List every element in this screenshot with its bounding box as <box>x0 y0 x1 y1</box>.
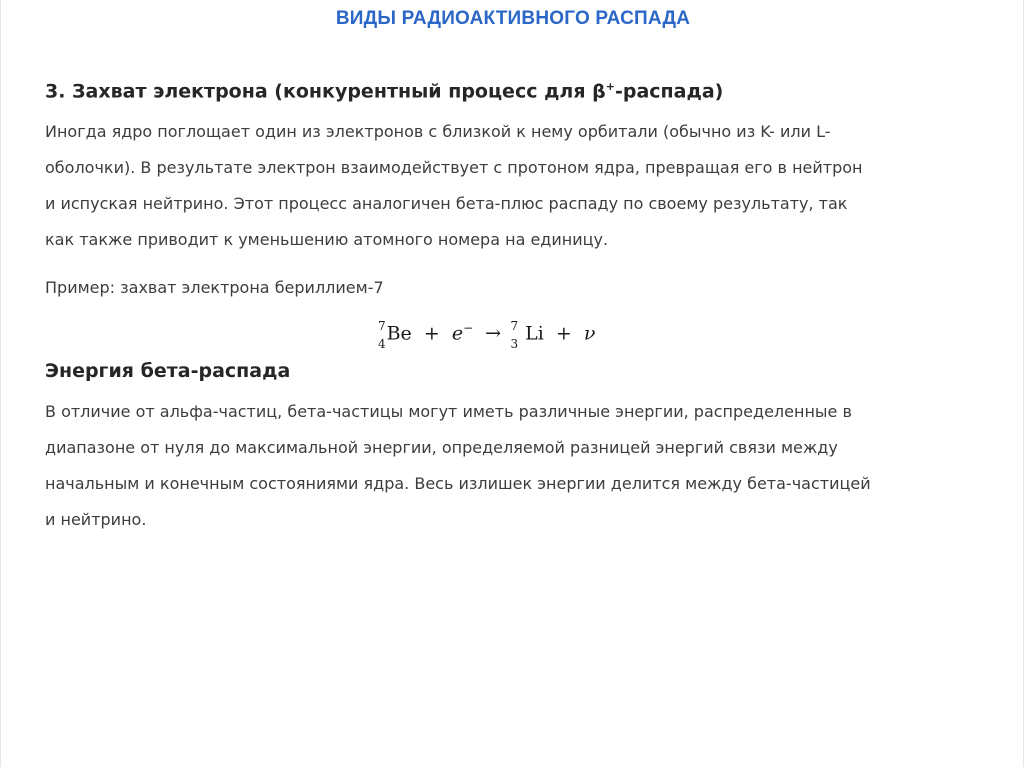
electron-charge: − <box>463 321 474 336</box>
heading-tail: -распада) <box>614 80 724 103</box>
electron-symbol: e <box>451 322 464 345</box>
be-mass-number: 7 <box>377 318 386 333</box>
be-atomic-number: 4 <box>377 336 386 351</box>
nuclear-reaction-formula <box>45 308 925 351</box>
paragraph-line: Иногда ядро поглощает один из электронов с близкой к нему орбитали (обычно из K- или L- <box>45 122 831 142</box>
li-nuclide-indices <box>507 320 519 350</box>
paragraph-line: и испуская нейтрино. Этот процесс аналогичен бета-плюс распаду по своему результату, так <box>45 194 848 214</box>
paragraph-line: оболочки). В результате электрон взаимодействует с протоном ядра, превращая его в нейтрон <box>45 158 863 178</box>
reaction-arrow: → <box>485 322 502 345</box>
slide-title: ВИДЫ РАДИОАКТИВНОГО РАСПАДА <box>335 8 691 29</box>
plus-sign: + <box>555 322 572 345</box>
section-heading-electron-capture <box>45 70 925 108</box>
be-nuclide-indices <box>375 320 387 350</box>
paragraph-line: начальным и конечным состояниями ядра. Весь излишек энергии делится между бета-частицей <box>45 474 871 494</box>
li-symbol: Li <box>525 322 544 345</box>
section-heading-beta-energy: Энергия бета-распада <box>45 360 291 383</box>
li-atomic-number: 3 <box>510 336 519 351</box>
slide-content <box>45 70 925 538</box>
example-label: Пример: захват электрона бериллием-7 <box>45 278 384 298</box>
li-mass-number: 7 <box>510 318 519 333</box>
paragraph-line: и нейтрино. <box>45 510 147 530</box>
neutrino-symbol: ν <box>583 322 596 345</box>
paragraph-line: диапазоне от нуля до максимальной энергии, определяемой разницей энергий связи между <box>45 438 838 458</box>
be-symbol: Be <box>386 322 412 345</box>
heading-sup: + <box>605 80 615 93</box>
plus-sign: + <box>423 322 440 345</box>
paragraph-line: как также приводит к уменьшению атомного номера на единицу. <box>45 230 609 250</box>
heading-main: 3. Захват электрона (конкурентный процесс для β <box>45 80 606 103</box>
paragraph-line: В отличие от альфа-частиц, бета-частицы могут иметь различные энергии, распределенные в <box>45 402 852 422</box>
